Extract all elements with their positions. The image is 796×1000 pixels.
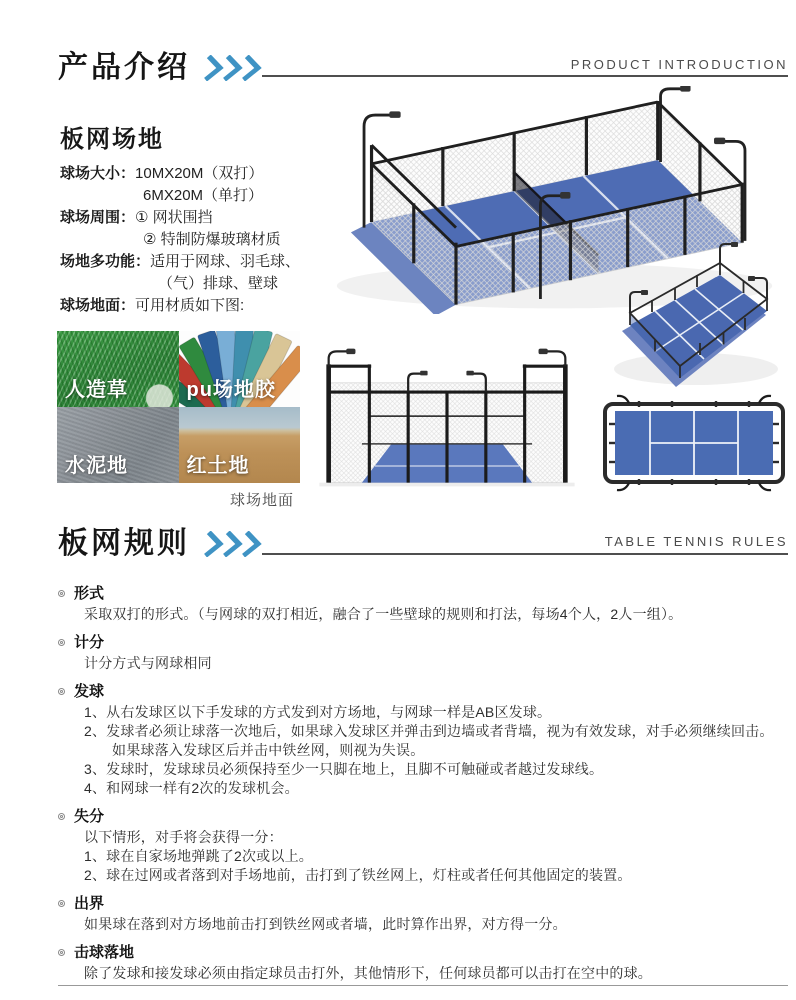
court-plan-image	[595, 394, 793, 494]
ring-bullet-icon	[58, 590, 65, 597]
materials-grid	[57, 331, 300, 483]
rule-text: 1、从右发球区以下手发球的方式发到对方场地，与网球一样是AB区发球。	[84, 704, 552, 720]
ring-bullet-icon	[58, 900, 65, 907]
material-label: 人造草	[65, 379, 128, 401]
header-rule-line	[262, 75, 788, 77]
spec-row-ground	[60, 295, 316, 317]
material-label: pu场地胶	[186, 379, 276, 401]
spec-row-multiuse	[60, 251, 316, 295]
rule-title: 失分	[74, 808, 105, 825]
spec-row-size	[60, 163, 316, 207]
ring-bullet-icon	[58, 639, 65, 646]
rules-header	[58, 528, 263, 560]
material-grass-image	[57, 331, 179, 407]
rule-text: 计分方式与网球相同	[84, 655, 212, 671]
material-pu-image	[179, 331, 301, 407]
material-cement-image	[57, 407, 179, 483]
rule-title: 出界	[74, 895, 105, 912]
ring-bullet-icon	[58, 688, 65, 695]
footer-rule-line	[58, 985, 788, 986]
rule-title: 发球	[74, 683, 105, 700]
rule-heading	[58, 633, 790, 652]
product-intro-header	[58, 52, 263, 84]
rule-text: 除了发球和接发球必须由指定球员击打外，其他情形下，任何球员都可以击打在空中的球。	[84, 965, 652, 981]
section-eyebrow: TABLE TENNIS RULES	[604, 534, 788, 549]
rule-heading	[58, 682, 790, 701]
rule-text: 采取双打的形式。（与网球的双打相近，融合了一些壁球的规则和打法，每场4个人，2人一组）。	[84, 606, 683, 622]
rule-scoring	[58, 633, 790, 673]
chevron-right-icon	[203, 55, 265, 81]
rule-text: 2、发球者必须让球落一次地后，如果球入发球区并弹击到边墙或者背墙，视为有效发球，对手必须继续回击。	[84, 723, 774, 739]
ring-bullet-icon	[58, 949, 65, 956]
header-rule-line	[262, 553, 788, 555]
rules-title: 板网规则	[58, 527, 190, 560]
material-label: 红土地	[186, 455, 250, 477]
rule-title: 形式	[74, 585, 105, 602]
materials-caption: 球场地面	[230, 492, 295, 509]
rule-title: 击球落地	[74, 944, 135, 961]
rule-text: 如果球在落到对方场地前击打到铁丝网或者墙，此时算作出界，对方得一分。	[84, 916, 567, 932]
rule-heading	[58, 584, 790, 603]
spec-label: 场地多功能：	[60, 253, 151, 270]
spec-label: 球场大小：	[60, 165, 136, 182]
material-clay-image	[179, 407, 301, 483]
ring-bullet-icon	[58, 813, 65, 820]
rule-text: 4、和网球一样有2次的发球机会。	[84, 780, 299, 796]
section-eyebrow: PRODUCT INTRODUCTION	[570, 57, 788, 72]
rule-text: 2、球在过网或者落到对手场地前，击打到了铁丝网上，灯柱或者任何其他固定的装置。	[84, 867, 632, 883]
rules-list	[58, 584, 790, 992]
rule-heading	[58, 807, 790, 826]
material-label: 水泥地	[65, 455, 128, 477]
spec-value: 10MX20M（双打） 6MX20M（单打）	[135, 165, 264, 204]
rule-form	[58, 584, 790, 624]
rule-heading	[58, 943, 790, 962]
rule-out-of-bounds	[58, 894, 790, 934]
court-subtitle: 板网场地	[60, 126, 164, 153]
page-title: 产品介绍	[58, 51, 190, 84]
spec-value: 可用材质如下图:	[135, 297, 245, 314]
court-front-image	[303, 344, 591, 491]
rule-text: 如果球落入发球区后并击中铁丝网，则视为失误。	[112, 742, 425, 758]
spec-row-surround	[60, 207, 316, 251]
spec-label: 球场周围：	[60, 209, 136, 226]
rule-heading	[58, 894, 790, 913]
rule-serving	[58, 682, 790, 798]
court-aerial-image	[596, 241, 792, 395]
chevron-right-icon	[203, 531, 265, 557]
spec-label: 球场地面：	[60, 297, 136, 314]
rule-text: 3、发球时，发球球员必须保持至少一只脚在地上，且脚不可触碰或者越过发球线。	[84, 761, 604, 777]
spec-value: 适用于网球、羽毛球、 （气）排球、壁球	[150, 253, 301, 292]
spec-list	[60, 163, 316, 317]
spec-value: ① 网状围挡 ② 特制防爆玻璃材质	[135, 209, 281, 248]
rule-text: 1、球在自家场地弹跳了2次或以上。	[84, 848, 313, 864]
rule-title: 计分	[74, 634, 105, 651]
rule-losing-point	[58, 807, 790, 885]
rule-text: 以下情形，对手将会获得一分：	[84, 829, 283, 845]
rule-volley	[58, 943, 790, 983]
